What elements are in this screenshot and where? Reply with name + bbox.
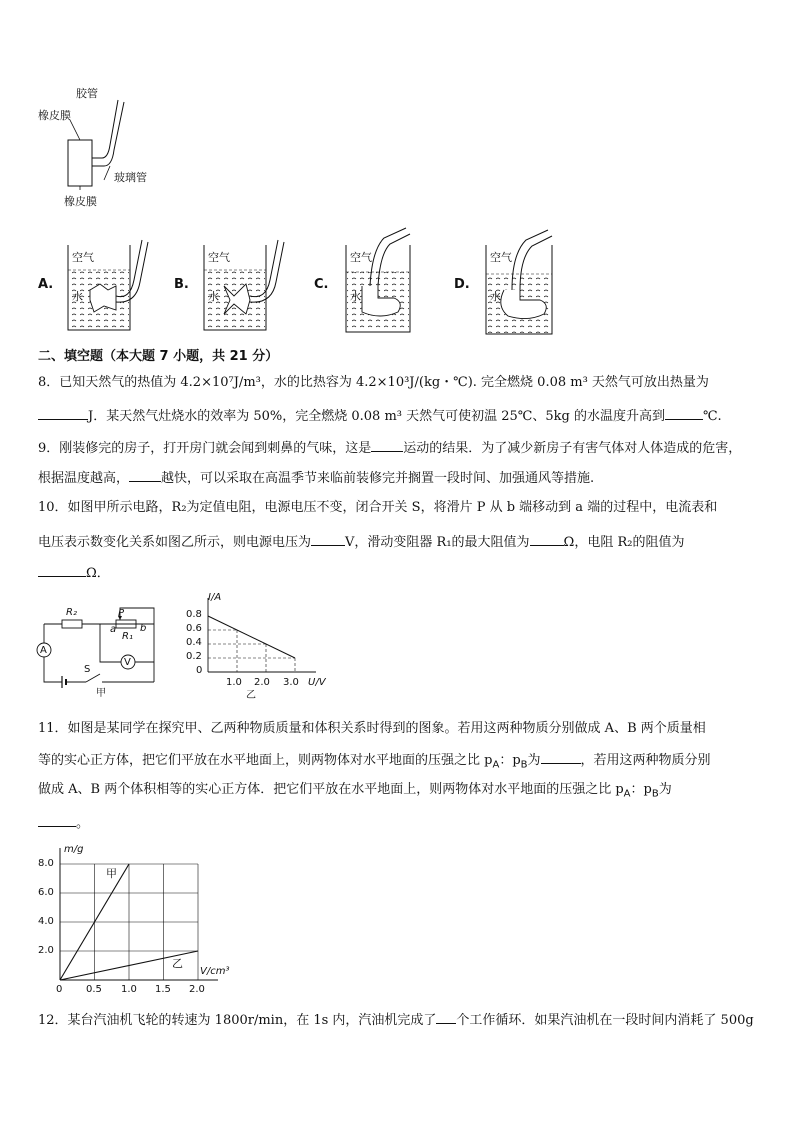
- option-a-water: 水: [72, 290, 83, 303]
- option-c-water: 水: [350, 290, 361, 303]
- label-membrane-top: 橡皮膜: [38, 109, 71, 122]
- q11-line2-f: ，若用这两种物质分别: [580, 753, 711, 768]
- mv-ytick: 4.0: [38, 916, 54, 927]
- iv-ytick: 0: [196, 665, 203, 676]
- q11-line3-sub-b: B: [651, 788, 659, 800]
- mv-xtick: 1.5: [155, 984, 171, 995]
- ammeter-icon: A: [40, 645, 47, 656]
- q11-line3-a: 做成 A、B 两个体积相等的实心正方体．把它们平放在水平地面上，则两物体对水平地面的压强之比 p: [38, 782, 624, 797]
- iv-ylabel: I/A: [208, 592, 222, 603]
- q12-blank1[interactable]: [436, 1011, 456, 1024]
- label-b: b: [140, 623, 147, 634]
- q11-line2-c: ：p: [499, 753, 521, 768]
- iv-ytick: 0.6: [186, 623, 202, 634]
- iv-xtick: 1.0: [226, 677, 242, 688]
- q11-line2-sub-b: B: [520, 759, 528, 771]
- label-membrane-bottom: 橡皮膜: [64, 195, 97, 208]
- label-a: a: [110, 624, 117, 635]
- label-r1: R₁: [122, 631, 133, 642]
- mv-xtick: 0: [56, 984, 63, 995]
- section-title: 二、填空题（本大题 7 小题，共 21 分）: [38, 349, 279, 364]
- q9-line1-text-b: 运动的结果．为了减少新房子有害气体对人体造成的危害，: [403, 441, 742, 456]
- q12-line1-a: 12．某台汽油机飞轮的转速为 1800r/min，在 1s 内，汽油机完成了: [38, 1013, 437, 1028]
- mv-ylabel: m/g: [64, 844, 84, 855]
- q10-line2-text-b: V，滑动变阻器 R₁的最大阻值为: [345, 535, 530, 550]
- iv-xlabel: U/V: [308, 677, 326, 688]
- label-tube: 胶管: [76, 87, 98, 100]
- q11-line3-e: 为: [658, 782, 672, 797]
- label-p: P: [118, 608, 125, 619]
- option-c-air: 空气: [350, 251, 372, 264]
- option-b-letter[interactable]: B.: [174, 277, 189, 292]
- voltmeter-icon: V: [124, 657, 131, 668]
- q12-line1: [38, 1011, 754, 1028]
- label-glass-tube: 玻璃管: [114, 171, 147, 184]
- mv-xtick: 0.5: [86, 984, 102, 995]
- label-switch: S: [84, 664, 91, 675]
- option-d-air: 空气: [490, 251, 512, 264]
- caption-jia: 甲: [96, 688, 106, 699]
- q10-line2-text-a: 电压表示数变化关系如图乙所示，则电源电压为: [38, 535, 312, 550]
- q12-line1-b: 个工作循环．如果汽油机在一段时间内消耗了 500g: [456, 1013, 754, 1028]
- q11-line2-sub-a: A: [492, 759, 500, 771]
- series-label-yi: 乙: [172, 957, 183, 970]
- mv-xtick: 2.0: [189, 984, 205, 995]
- iv-xtick: 2.0: [254, 677, 270, 688]
- mv-ytick: 8.0: [38, 858, 54, 869]
- mv-xtick: 1.0: [121, 984, 137, 995]
- label-r2: R₂: [66, 607, 77, 618]
- option-c-letter[interactable]: C.: [314, 277, 329, 292]
- iv-ytick: 0.8: [186, 609, 202, 620]
- q8-line1: 8．已知天然气的热值为 4.2×10⁷J/m³，水的比热容为 4.2×10³J/(kg・℃). 完全燃烧 0.08 m³ 天然气可放出热量为: [38, 375, 709, 390]
- iv-caption: 乙: [246, 690, 256, 701]
- q9-line2-text-a: 根据温度越高，: [38, 471, 130, 486]
- q11-line2-e: 为: [527, 753, 541, 768]
- q11-line3-c: ：p: [630, 782, 652, 797]
- iv-ytick: 0.4: [186, 637, 202, 648]
- option-b-water: 水: [208, 290, 219, 303]
- iv-ytick: 0.2: [186, 651, 202, 662]
- mv-xlabel: V/cm³: [200, 966, 230, 977]
- option-a-air: 空气: [72, 251, 94, 264]
- mv-ytick: 6.0: [38, 887, 54, 898]
- q11-line2-a: 等的实心正方体，把它们平放在水平地面上，则两物体对水平地面的压强之比 p: [38, 753, 493, 768]
- q11-line3-sub-a: A: [623, 788, 631, 800]
- q9-line2-text-b: 越快，可以采取在高温季节来临前装修完并搁置一段时间、加强通风等措施.: [161, 471, 595, 486]
- q8-line2-unit: ℃.: [702, 409, 722, 424]
- q10-line3-text: Ω．: [86, 566, 110, 581]
- q10-line2-text-c: Ω，电阻 R₂的阻值为: [563, 535, 685, 550]
- q11-line4-text: 。: [76, 816, 90, 831]
- mv-ytick: 2.0: [38, 945, 54, 956]
- option-d-letter[interactable]: D.: [454, 277, 470, 292]
- q8-line2-text: J．某天然气灶烧水的效率为 50%，完全燃烧 0.08 m³ 天然气可使初温 25℃、5kg 的水温度升高到: [88, 409, 665, 424]
- option-b-air: 空气: [208, 251, 230, 264]
- q11-line1: 11．如图是某同学在探究甲、乙两种物质质量和体积关系时得到的图象。若用这两种物质分别做成 A、B 两个质量相: [38, 721, 706, 736]
- option-d-water: 水: [490, 290, 501, 303]
- q10-line1: 10．如图甲所示电路，R₂为定值电阻，电源电压不变，闭合开关 S，将滑片 P 从 b 端移动到 a 端的过程中，电流表和: [38, 500, 718, 515]
- series-label-jia: 甲: [106, 867, 117, 880]
- iv-xtick: 3.0: [283, 677, 299, 688]
- q9-line1-text-a: 9．刚装修完的房子，打开房门就会闻到刺鼻的气味，这是: [38, 441, 372, 456]
- option-a-letter[interactable]: A.: [38, 277, 54, 292]
